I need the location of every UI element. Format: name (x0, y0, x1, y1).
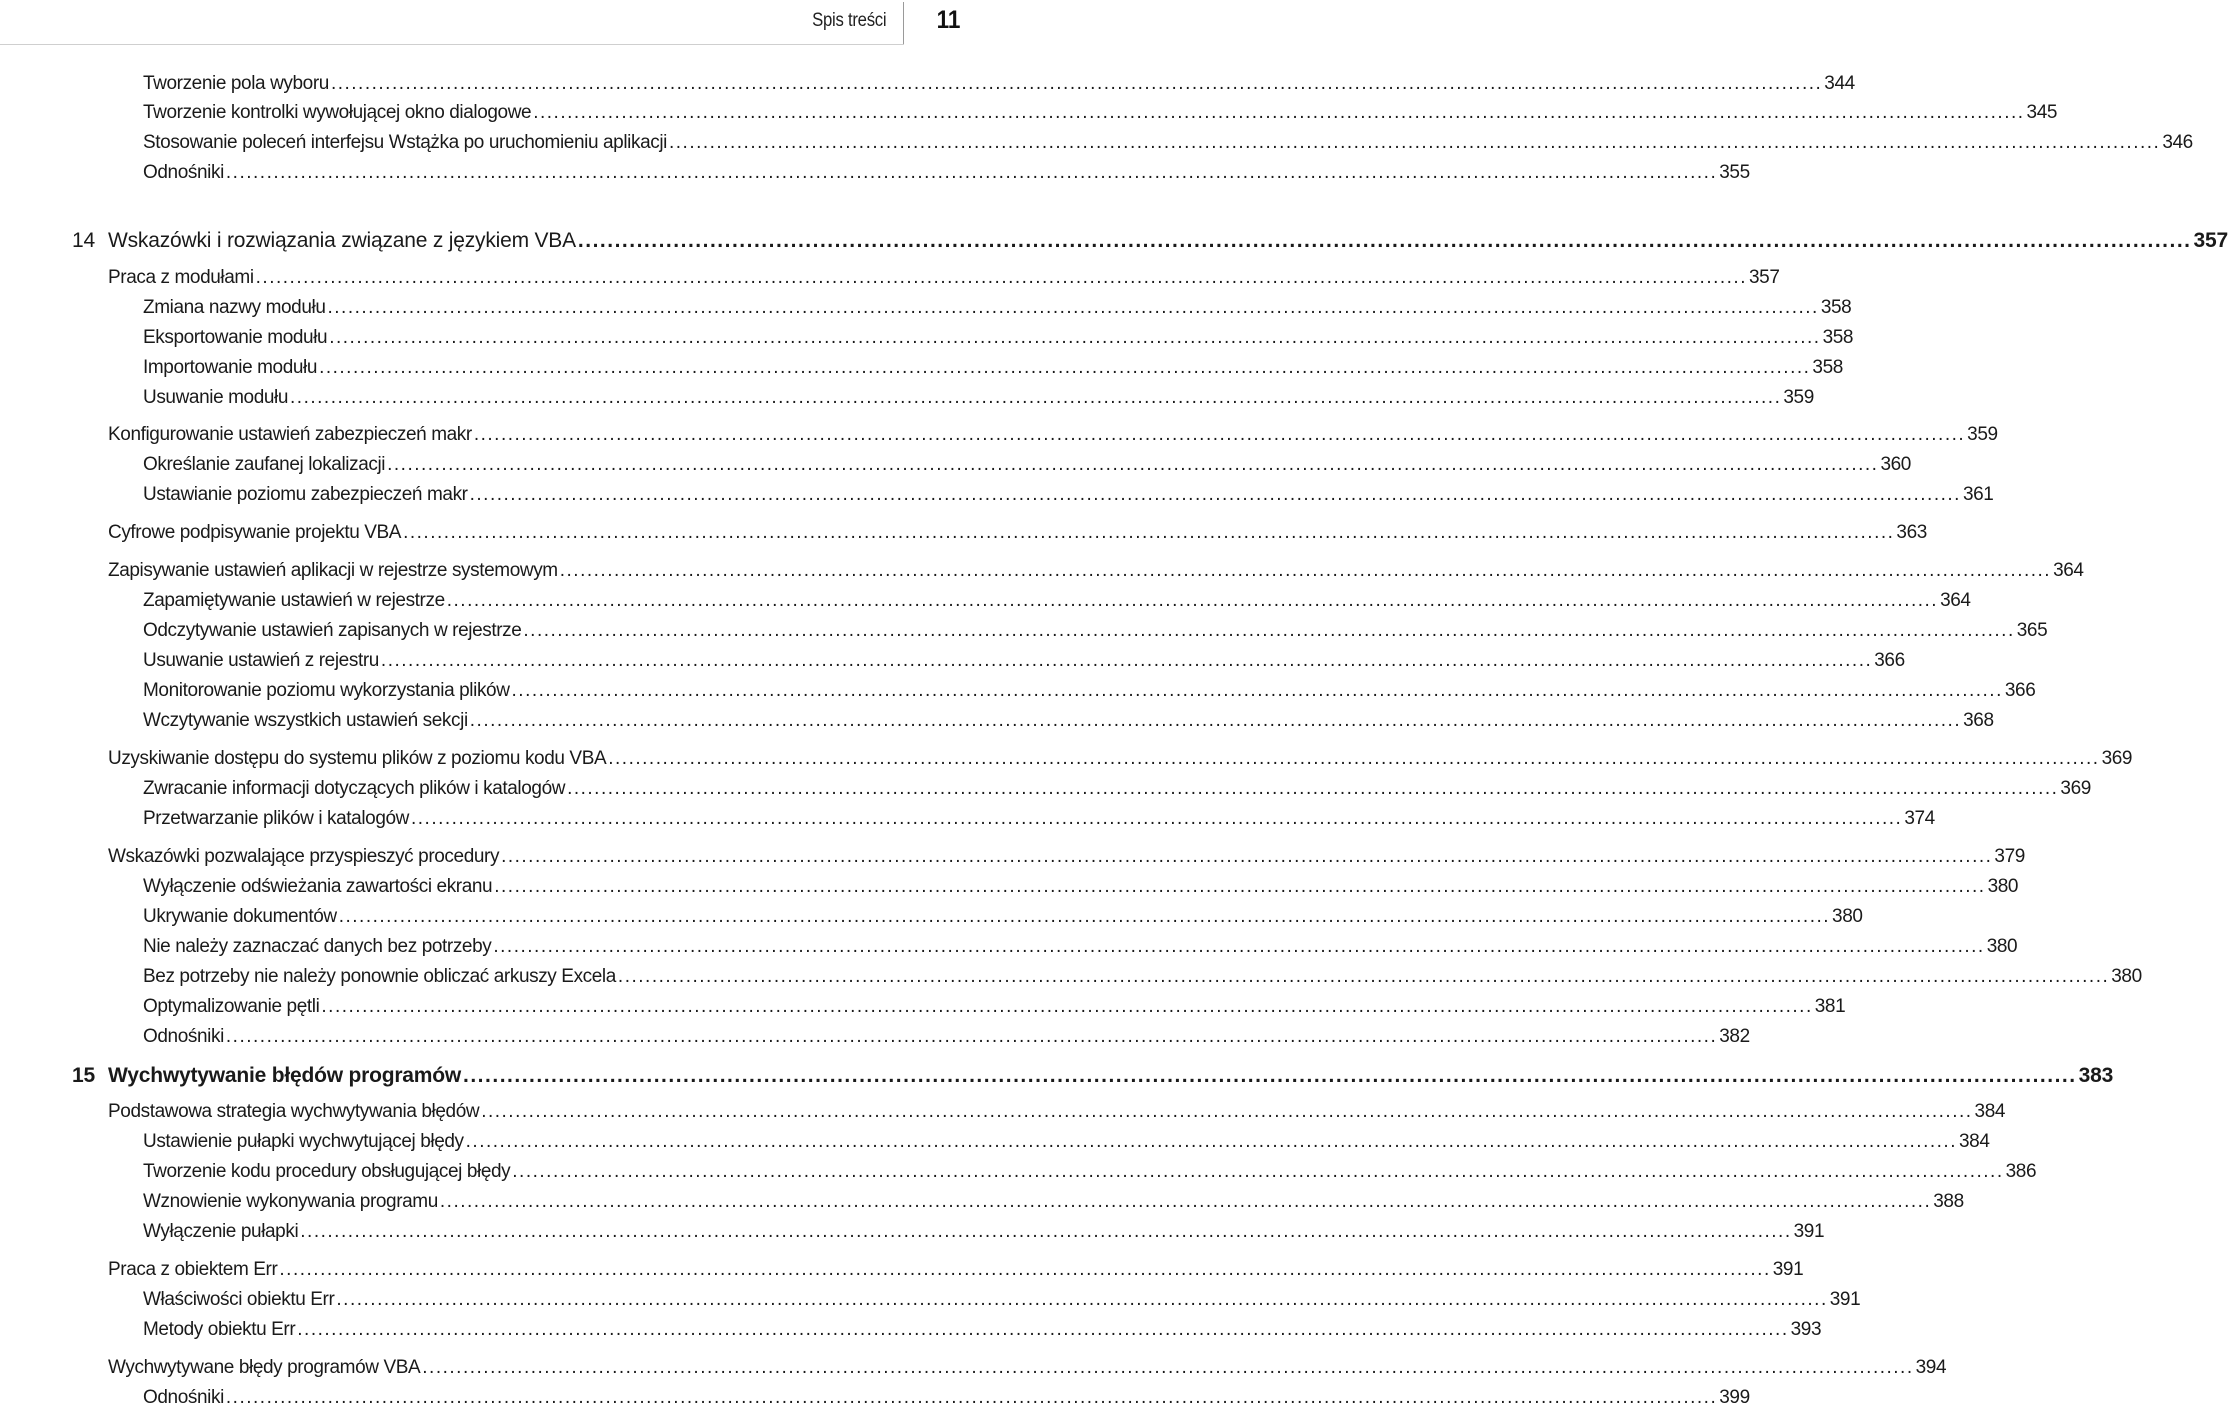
toc-entry-page: 344 (1824, 73, 1855, 94)
toc-chapter-entry (72, 1060, 2114, 1092)
toc-entry (143, 707, 1994, 735)
toc-entry-title: Ukrywanie dokumentów (143, 906, 337, 927)
toc-entry-page: 383 (2078, 1064, 2114, 1087)
dot-leader: ............................................................................................................................................................................................................................ (290, 387, 1782, 408)
chapter-number: 14 (72, 229, 95, 252)
dot-leader: ............................................................................................................................................................................................................................ (225, 1387, 1718, 1408)
dot-leader: ............................................................................................................................................................................................................................ (523, 620, 2015, 641)
toc-entry-title: Wyłączenie pułapki (143, 1221, 299, 1242)
toc-entry-title: Odczytywanie ustawień zapisanych w rejestrze (143, 620, 522, 641)
dot-leader: ............................................................................................................................................................................................................................ (469, 710, 1962, 731)
toc-entry-page: 365 (2016, 620, 2048, 641)
toc-entry-title: Importowanie modułu (143, 357, 318, 378)
toc-entry-page: 358 (1820, 297, 1852, 318)
dot-leader: ............................................................................................................................................................................................................................ (446, 590, 1939, 611)
toc-entry (143, 451, 1911, 479)
toc-entry (143, 993, 1846, 1021)
toc-entry (143, 1384, 1750, 1412)
toc-entry-title: Wyłączenie odświeżania zawartości ekranu (143, 876, 493, 897)
dot-leader: ............................................................................................................................................................................................................................ (533, 102, 2025, 123)
toc-entry-page: 369 (2060, 778, 2091, 799)
toc-entry-page: 379 (1994, 846, 2025, 867)
toc-entry-title: Tworzenie pola wyboru (143, 73, 329, 94)
page-number: 11 (936, 6, 960, 34)
dot-leader: ............................................................................................................................................................................................................................ (567, 778, 2059, 799)
toc-entry (143, 617, 2048, 645)
dot-leader: ............................................................................................................................................................................................................................ (493, 936, 1985, 957)
toc-entry (143, 159, 1750, 187)
toc-entry (143, 99, 2058, 127)
dot-leader: ............................................................................................................................................................................................................................ (469, 484, 1961, 505)
toc-entry-title: Usuwanie ustawień z rejestru (143, 650, 379, 671)
toc-entry-title: Przetwarzanie plików i katalogów (143, 808, 409, 829)
dot-leader: ............................................................................................................................................................................................................................ (473, 424, 1966, 445)
dot-leader: ............................................................................................................................................................................................................................ (494, 876, 1986, 897)
toc-entry (143, 1316, 1822, 1344)
toc-entry (108, 264, 1780, 292)
dot-leader: ............................................................................................................................................................................................................................ (617, 966, 2110, 987)
toc-entry-title: Usuwanie modułu (143, 387, 289, 408)
toc-entry-title: Wskazówki pozwalające przyspieszyć procedury (108, 846, 500, 867)
toc-entry (143, 324, 1854, 352)
toc-entry-page: 364 (1940, 590, 1971, 611)
toc-entry-title: Monitorowanie poziomu wykorzystania plików (143, 680, 510, 701)
toc-entry (143, 1128, 1990, 1156)
header-divider (903, 2, 904, 44)
toc-entry-page: 360 (1880, 454, 1911, 475)
running-header-title: Spis treści (811, 10, 886, 31)
toc-entry (143, 933, 2018, 961)
toc-entry-title: Wznowienie wykonywania programu (143, 1191, 438, 1212)
dot-leader: ............................................................................................................................................................................................................................ (319, 357, 1811, 378)
toc-entry-title: Odnośniki (143, 162, 224, 183)
dot-leader: ............................................................................................................................................................................................................................ (512, 1161, 2004, 1182)
toc-entry (143, 805, 1935, 833)
toc-entry-title: Ustawienie pułapki wychwytującej błędy (143, 1131, 464, 1152)
dot-leader: ............................................................................................................................................................................................................................ (411, 808, 1903, 829)
toc-entry (143, 481, 1994, 509)
dot-leader: ............................................................................................................................................................................................................................ (327, 297, 1819, 318)
toc-entry-title: Zapamiętywanie ustawień w rejestrze (143, 590, 445, 611)
toc-entry (108, 745, 2133, 773)
dot-leader: ............................................................................................................................................................................................................................ (422, 1357, 1914, 1378)
toc-entry-title: Optymalizowanie pętli (143, 996, 320, 1017)
toc-entry (143, 354, 1843, 382)
dot-leader: ............................................................................................................................................................................................................................ (329, 327, 1821, 348)
dot-leader: ............................................................................................................................................................................................................................ (465, 1131, 1957, 1152)
toc-entry-page: 384 (1958, 1131, 1990, 1152)
dot-leader: ............................................................................................................................................................................................................................ (387, 454, 1879, 475)
toc-entry-page: 361 (1962, 484, 1994, 505)
toc-entry-title: Wychwytywane błędy programów VBA (108, 1357, 421, 1378)
dot-leader: ............................................................................................................................................................................................................................ (225, 162, 1718, 183)
toc-entry-title: Eksportowanie modułu (143, 327, 328, 348)
toc-entry-page: 368 (1963, 710, 1994, 731)
toc-entry (143, 903, 1863, 931)
toc-entry (108, 421, 1998, 449)
toc-entry-page: 374 (1904, 808, 1935, 829)
toc-entry-title: Tworzenie kodu procedury obsługującej błędy (143, 1161, 511, 1182)
dot-leader: ............................................................................................................................................................................................................................ (300, 1221, 1792, 1242)
dot-leader: ............................................................................................................................................................................................................................ (577, 229, 2192, 252)
toc-entry (143, 70, 1855, 98)
toc-entry-title: Stosowanie poleceń interfejsu Wstążka po uruchomieniu aplikacji (143, 132, 667, 153)
toc-entry (143, 1188, 1964, 1216)
toc-chapter-entry (72, 225, 2228, 257)
toc-entry-page: 357 (1749, 267, 1780, 288)
dot-leader: ............................................................................................................................................................................................................................ (481, 1101, 1973, 1122)
toc-entry-page: 345 (2026, 102, 2058, 123)
toc-entry-title: Zwracanie informacji dotyczących plików i katalogów (143, 778, 566, 799)
dot-leader: ............................................................................................................................................................................................................................ (380, 650, 1873, 671)
toc-entry (143, 1023, 1750, 1051)
toc-entry-page: 391 (1772, 1259, 1804, 1280)
dot-leader: ............................................................................................................................................................................................................................ (403, 522, 1895, 543)
toc-entry-page: 393 (1790, 1319, 1822, 1340)
toc-entry-title: Praca z obiektem Err (108, 1259, 278, 1280)
toc-entry-page: 363 (1896, 522, 1927, 543)
toc-entry-title: Zapisywanie ustawień aplikacji w rejestrze systemowym (108, 560, 558, 581)
toc-entry-title: Bez potrzeby nie należy ponownie obliczać arkuszy Excela (143, 966, 616, 987)
toc-entry-page: 369 (2101, 748, 2133, 769)
toc-entry-title: Odnośniki (143, 1026, 224, 1047)
toc-entry (143, 587, 1971, 615)
toc-entry-page: 391 (1829, 1289, 1861, 1310)
dot-leader: ............................................................................................................................................................................................................................ (511, 680, 2003, 701)
toc-entry-title: Zmiana nazwy modułu (143, 297, 326, 318)
toc-entry-title: Konfigurowanie ustawień zabezpieczeń makr (108, 424, 472, 445)
dot-leader: ............................................................................................................................................................................................................................ (255, 267, 1747, 288)
page-header (0, 0, 960, 46)
dot-leader: ............................................................................................................................................................................................................................ (330, 73, 1823, 94)
toc-entry (143, 963, 2142, 991)
toc-entry-page: 384 (1974, 1101, 2006, 1122)
toc-entry-title: Wczytywanie wszystkich ustawień sekcji (143, 710, 468, 731)
toc-entry (143, 129, 2193, 157)
toc-entry-page: 358 (1822, 327, 1854, 348)
toc-entry-page: 346 (2162, 132, 2193, 153)
dot-leader: ............................................................................................................................................................................................................................ (608, 748, 2100, 769)
toc-entry (108, 557, 2084, 585)
toc-entry-title: Nie należy zaznaczać danych bez potrzeby (143, 936, 492, 957)
dot-leader: ............................................................................................................................................................................................................................ (501, 846, 1993, 867)
header-rule (0, 44, 904, 45)
dot-leader: ............................................................................................................................................................................................................................ (559, 560, 2052, 581)
dot-leader: ............................................................................................................................................................................................................................ (225, 1026, 1718, 1047)
toc-entry (143, 1286, 1861, 1314)
toc-entry-page: 358 (1812, 357, 1843, 378)
toc-entry-title: Praca z modułami (108, 267, 254, 288)
toc-entry-title: Uzyskiwanie dostępu do systemu plików z poziomu kodu VBA (108, 748, 607, 769)
dot-leader: ............................................................................................................................................................................................................................ (463, 1064, 2077, 1087)
toc-entry-title: Metody obiektu Err (143, 1319, 296, 1340)
toc-entry-title: Wychwytywanie błędów programów (108, 1064, 462, 1087)
toc-entry-title: Cyfrowe podpisywanie projektu VBA (108, 522, 402, 543)
toc-entry-page: 391 (1793, 1221, 1825, 1242)
toc-entry-page: 355 (1719, 162, 1750, 183)
toc-entry-page: 380 (2111, 966, 2142, 987)
dot-leader: ............................................................................................................................................................................................................................ (668, 132, 2161, 153)
toc-entry-title: Właściwości obiektu Err (143, 1289, 335, 1310)
toc-entry-title: Określanie zaufanej lokalizacji (143, 454, 386, 475)
toc-entry-page: 357 (2193, 229, 2228, 252)
toc-entry-page: 382 (1719, 1026, 1750, 1047)
toc-entry-page: 386 (2005, 1161, 2037, 1182)
toc-entry (143, 775, 2091, 803)
toc-entry-page: 359 (1967, 424, 1998, 445)
toc-entry-title: Tworzenie kontrolki wywołującej okno dialogowe (143, 102, 532, 123)
dot-leader: ............................................................................................................................................................................................................................ (439, 1191, 1932, 1212)
toc-entry-title: Podstawowa strategia wychwytywania błędów (108, 1101, 480, 1122)
toc-entry-page: 366 (1874, 650, 1905, 671)
toc-entry-page: 380 (1832, 906, 1863, 927)
toc-entry (108, 1354, 1947, 1382)
toc-entry-page: 364 (2053, 560, 2084, 581)
toc-entry (143, 873, 2019, 901)
toc-entry (143, 384, 1814, 412)
toc-entry (108, 519, 1927, 547)
toc-entry (143, 677, 2036, 705)
toc-entry-page: 399 (1719, 1387, 1750, 1408)
toc-entry-page: 388 (1933, 1191, 1964, 1212)
dot-leader: ............................................................................................................................................................................................................................ (297, 1319, 1789, 1340)
toc-entry-page: 380 (1987, 876, 2019, 897)
dot-leader: ............................................................................................................................................................................................................................ (336, 1289, 1828, 1310)
dot-leader: ............................................................................................................................................................................................................................ (279, 1259, 1771, 1280)
toc-entry (143, 647, 1905, 675)
toc-entry (143, 294, 1852, 322)
toc-entry (108, 1256, 1804, 1284)
toc-entry-title: Odnośniki (143, 1387, 224, 1408)
toc-entry (143, 1158, 2037, 1186)
toc-entry (108, 843, 2025, 871)
toc-entry (108, 1098, 2006, 1126)
toc-entry (143, 1218, 1825, 1246)
dot-leader: ............................................................................................................................................................................................................................ (321, 996, 1813, 1017)
dot-leader: ............................................................................................................................................................................................................................ (338, 906, 1831, 927)
toc-entry-title: Ustawianie poziomu zabezpieczeń makr (143, 484, 468, 505)
toc-entry-page: 366 (2004, 680, 2036, 701)
toc-entry-page: 394 (1915, 1357, 1947, 1378)
toc-entry-page: 359 (1783, 387, 1814, 408)
toc-entry-page: 380 (1986, 936, 2018, 957)
chapter-number: 15 (72, 1064, 95, 1087)
toc-entry-page: 381 (1814, 996, 1846, 1017)
toc-entry-title: Wskazówki i rozwiązania związane z językiem VBA (108, 229, 576, 252)
